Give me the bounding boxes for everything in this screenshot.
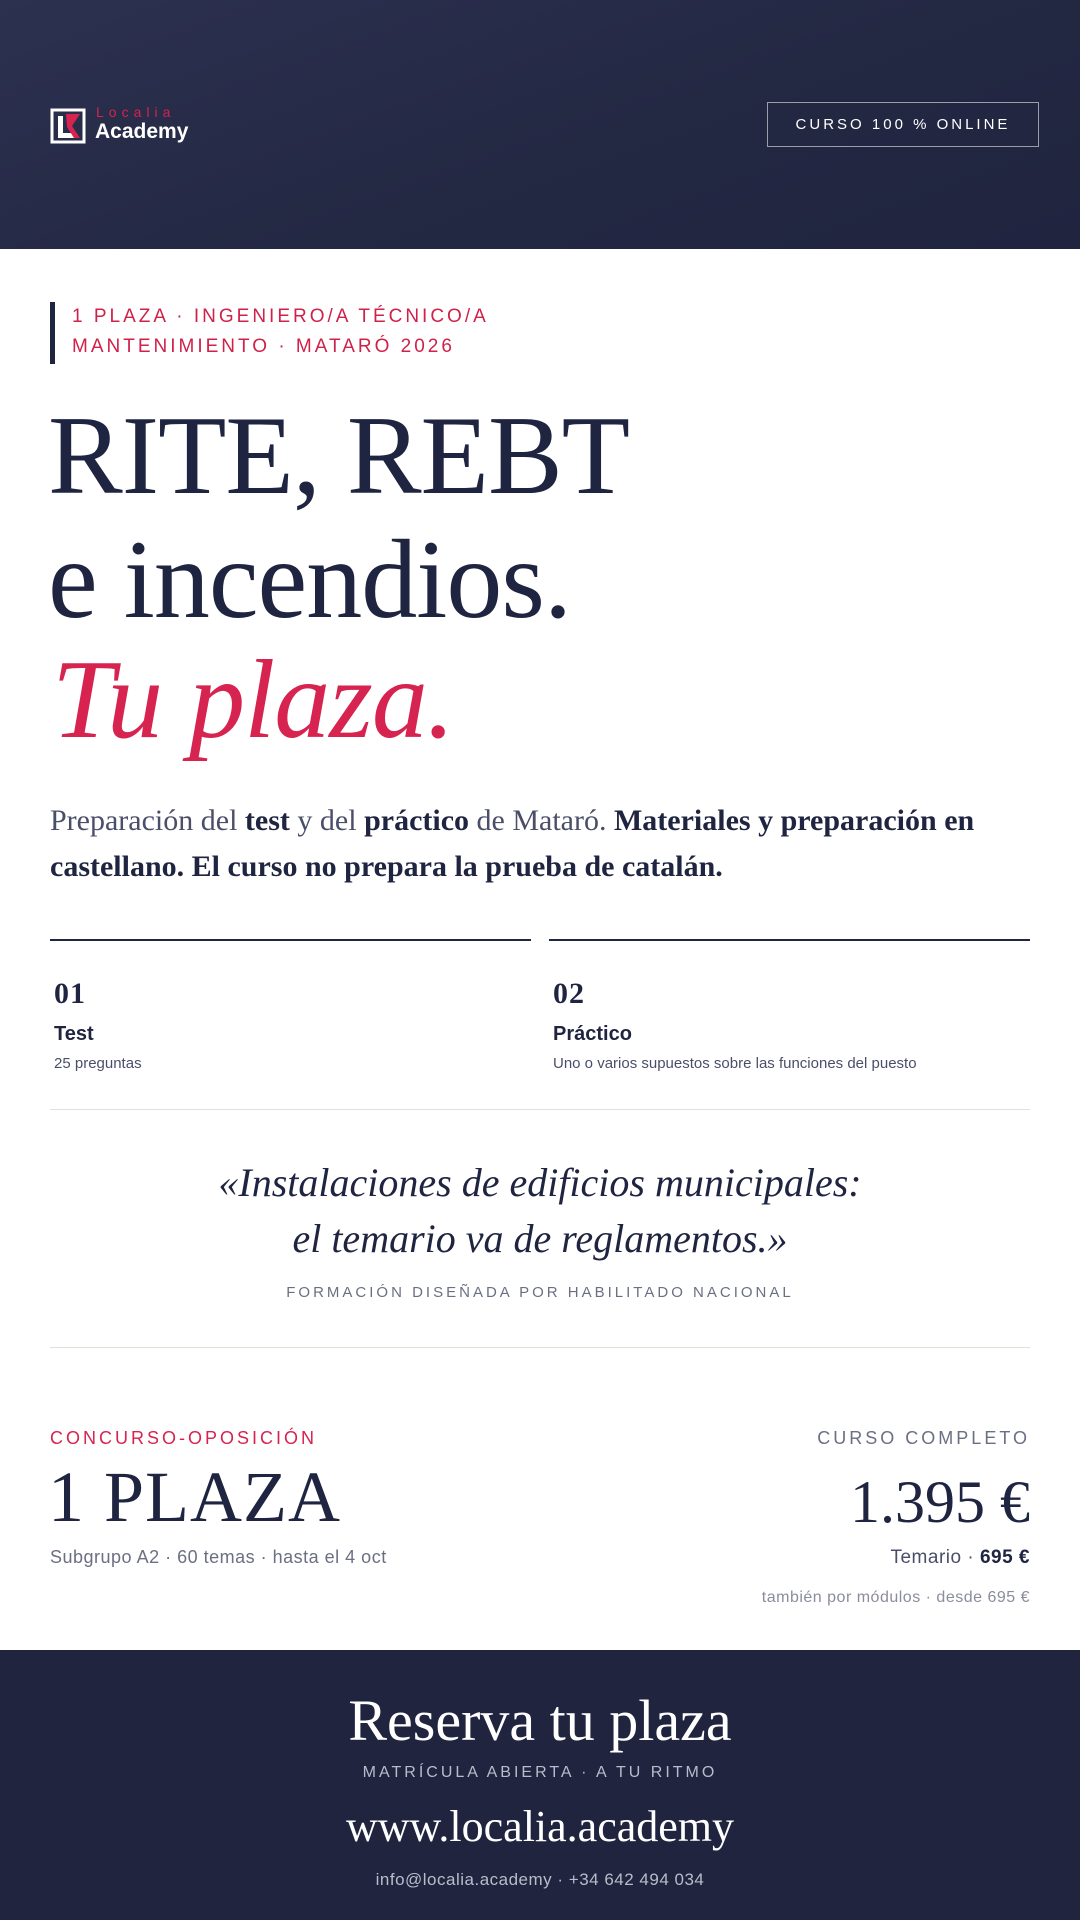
headline-line-2: e incendios. (48, 518, 571, 642)
part-title: Práctico (553, 1023, 632, 1045)
logo-wordmark-bottom: Academy (95, 120, 189, 143)
intro-bold-language-note: Materiales y preparación en castellano. El curso no prepara la prueba de catalán. (50, 804, 975, 883)
plaza-meta: Subgrupo A2 · 60 temas · hasta el 4 oct (50, 1547, 387, 1567)
exam-part-test (50, 939, 531, 1072)
reserve-cta[interactable]: Reserva tu plaza (348, 1688, 732, 1753)
kicker-line-2: MANTENIMIENTO · MATARÓ 2026 (72, 336, 455, 357)
exam-part-practico (549, 939, 1030, 1072)
intro-text-1: Preparación del (50, 804, 245, 837)
temario-price-line (890, 1547, 1030, 1569)
kicker-line-1: 1 PLAZA · INGENIERO/A TÉCNICO/A (72, 306, 489, 327)
divider (50, 1347, 1030, 1348)
exam-type-label: CONCURSO-OPOSICIÓN (50, 1428, 318, 1448)
enrollment-note: MATRÍCULA ABIERTA · A TU RITMO (362, 1764, 718, 1781)
temario-label: Temario · (890, 1547, 980, 1568)
modules-note: también por módulos · desde 695 € (761, 1589, 1030, 1606)
kicker (50, 302, 489, 364)
localia-logo-icon (50, 108, 86, 144)
logo-wordmark-top: Localia (96, 104, 176, 120)
headline-line-1: RITE, REBT (48, 394, 630, 518)
divider (50, 1109, 1030, 1110)
header (0, 0, 1080, 249)
intro-bold-practico: práctico (364, 804, 470, 837)
quote-caption: FORMACIÓN DISEÑADA POR HABILITADO NACIONAL (286, 1284, 794, 1301)
part-number: 01 (54, 977, 86, 1010)
quote-line-1: «Instalaciones de edificios municipales: (218, 1160, 862, 1205)
temario-price: 695 € (979, 1547, 1030, 1568)
website-link[interactable]: www.localia.academy (345, 1802, 735, 1851)
part-description: 25 preguntas (54, 1055, 142, 1072)
online-badge: CURSO 100 % ONLINE (767, 102, 1039, 147)
part-number: 02 (553, 977, 585, 1010)
headline-line-3: Tu plaza. (52, 638, 454, 762)
part-title: Test (54, 1023, 94, 1045)
contact-info[interactable]: info@localia.academy · +34 642 494 034 (375, 1870, 705, 1889)
footer (0, 1650, 1080, 1920)
intro-text-3: de Mataró. (469, 804, 614, 837)
quote-line-2: el temario va de reglamentos.» (292, 1216, 788, 1261)
course-label: CURSO COMPLETO (817, 1428, 1030, 1448)
course-price: 1.395 € (850, 1469, 1030, 1535)
intro-bold-test: test (244, 804, 290, 837)
plazas-count: 1 PLAZA (48, 1457, 341, 1537)
part-description: Uno o varios supuestos sobre las funciones del puesto (553, 1055, 917, 1072)
intro-paragraph (50, 798, 1040, 890)
intro-text-2: y del (289, 804, 365, 837)
